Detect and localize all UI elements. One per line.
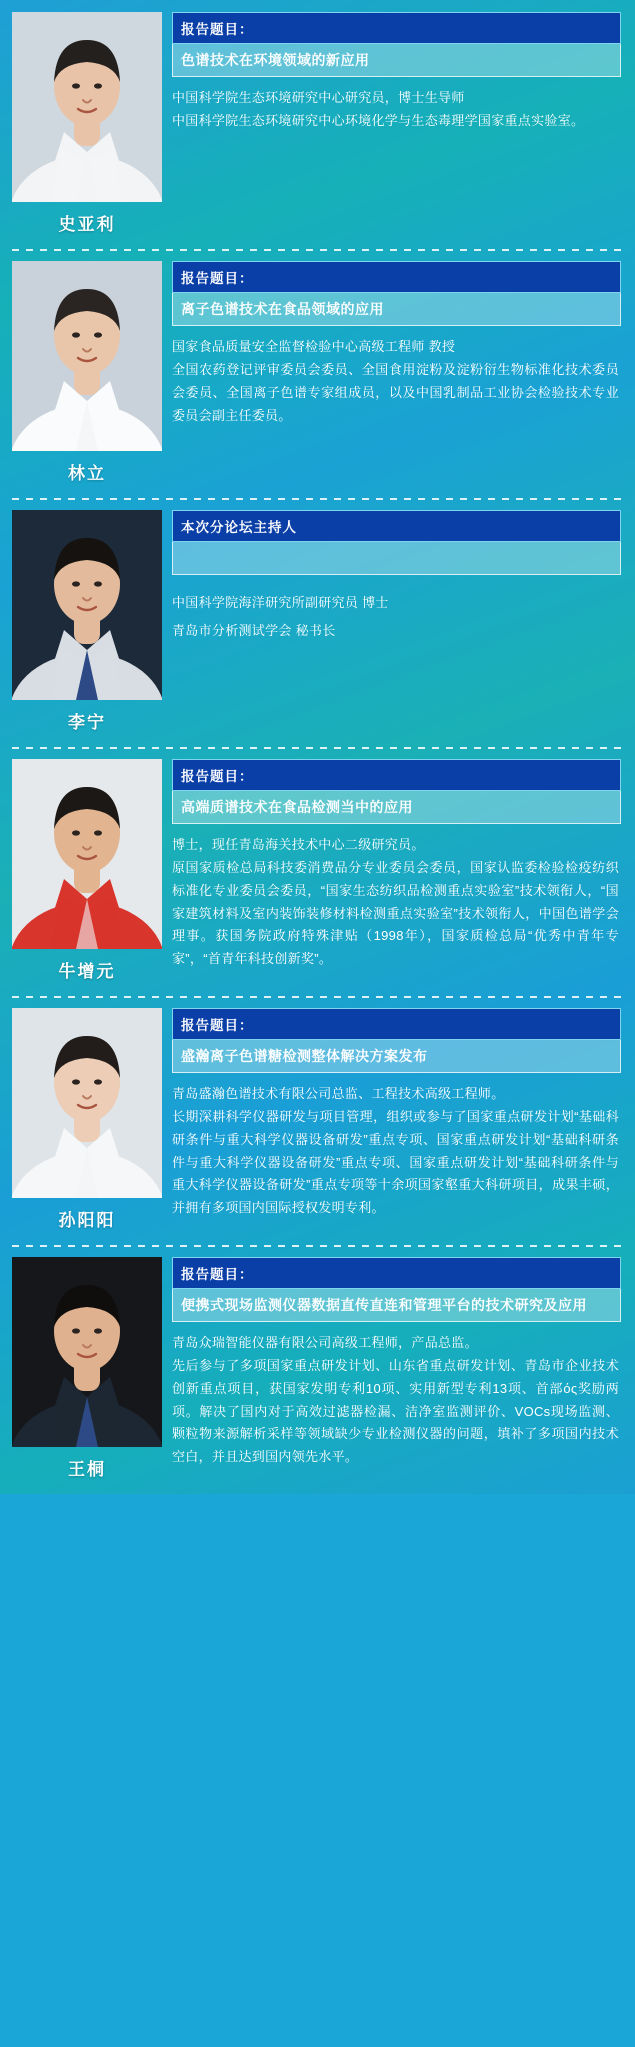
speaker-photo [12, 1008, 162, 1198]
bio-paragraph: 全国农药登记评审委员会委员、全国食用淀粉及淀粉衍生物标准化技术委员会委员、全国离子色谱专家组成员，以及中国乳制品工业协会检验技术专业委员会副主任委员。 [172, 362, 619, 423]
bio-paragraph: 青岛市分析测试学会 秘书长 [172, 622, 336, 638]
speaker-info [172, 759, 621, 971]
speaker-info [172, 12, 621, 133]
bio-paragraph: 中国科学院生态环境研究中心环境化学与生态毒理学国家重点实验室。 [172, 113, 585, 129]
talk-label: 本次分论坛主持人 [172, 510, 621, 542]
talk-title: 便携式现场监测仪器数据直传直连和管理平台的技术研究及应用 [172, 1289, 621, 1322]
bio-paragraph: 国家食品质量安全监督检验中心高级工程师 教授 [172, 339, 456, 355]
speaker-info [172, 1008, 621, 1220]
speaker-info [172, 1257, 621, 1469]
talk-label: 报告题目： [172, 759, 621, 791]
talk-label: 报告题目： [172, 12, 621, 44]
bio-paragraph: 原国家质检总局科技委消费品分专业委员会委员，国家认监委检验检疫纺织标准化专业委员会委员，“国家生态纺织品检测重点实验室”技术领衔人，“国家建筑材料及室内装饰装修材料检测重点实验室”技术领衔人，中国色谱学会理事。获国务院政府特殊津贴（1998年），国家质检总局“优秀中青年专家”，“首青年科技创新奖”。 [172, 860, 619, 967]
portrait-block [12, 759, 162, 982]
speaker-card [0, 0, 635, 249]
bio-paragraph: 青岛众瑞智能仪器有限公司高级工程师，产品总监。 [172, 1335, 478, 1351]
portrait-image [12, 759, 162, 949]
portrait-image [12, 12, 162, 202]
talk-title: 色谱技术在环境领域的新应用 [172, 44, 621, 77]
talk-title: 离子色谱技术在食品领域的应用 [172, 293, 621, 326]
speaker-bio [172, 1332, 621, 1469]
speaker-card [0, 747, 635, 996]
speaker-info [172, 510, 621, 644]
speaker-name: 孙阳阳 [58, 1211, 116, 1230]
talk-label: 报告题目： [172, 1257, 621, 1289]
bio-paragraph: 青岛盛瀚色谱技术有限公司总监、工程技术高级工程师。 [172, 1086, 505, 1102]
speaker-bio [172, 87, 621, 133]
speaker-photo [12, 1257, 162, 1447]
speaker-name: 林立 [68, 464, 106, 483]
portrait-image [12, 510, 162, 700]
bio-paragraph: 先后参与了多项国家重点研发计划、山东省重点研发计划、青岛市企业技术创新重点项目，获国家发明专利10项、实用新型专利13项、首部ός奖励两项。解决了国内对于高效过滤器检漏、洁净室监测评价、VOCs现场监测、颗粒物来源解析采样等领域缺少专业检测仪器的问题，填补了多项国内技术空白，并且达到国内领先水平。 [172, 1358, 619, 1465]
portrait-block [12, 261, 162, 484]
speaker-name: 史亚利 [58, 215, 116, 234]
portrait-block [12, 510, 162, 733]
bio-paragraph: 中国科学院生态环境研究中心研究员，博士生导师 [172, 90, 465, 106]
portrait-block [12, 12, 162, 235]
speaker-photo [12, 510, 162, 700]
portrait-block [12, 1257, 162, 1480]
speaker-card [0, 498, 635, 747]
portrait-block [12, 1008, 162, 1231]
speaker-name: 李宁 [68, 713, 106, 732]
speaker-photo [12, 759, 162, 949]
speaker-bio [172, 589, 621, 644]
bio-paragraph: 长期深耕科学仪器研发与项目管理，组织或参与了国家重点研发计划“基础科研条件与重大科学仪器设备研发”重点专项、国家重点研发计划“基础科研条件与重大科学仪器设备研发”重点专项、国家重点研发计划“基础科研条件与重大科学仪器设备研发”重点专项等十余项国家壑重大科研项目，成果丰硕，并拥有多项国内国际授权发明专利。 [172, 1109, 619, 1216]
speaker-bio [172, 336, 621, 427]
speaker-info [172, 261, 621, 427]
talk-title: 盛瀚离子色谱糖检测整体解决方案发布 [172, 1040, 621, 1073]
speaker-photo [12, 261, 162, 451]
talk-label: 报告题目： [172, 261, 621, 293]
portrait-image [12, 1008, 162, 1198]
speaker-name: 牛增元 [58, 962, 116, 981]
speaker-name: 王桐 [68, 1460, 106, 1479]
speaker-photo [12, 12, 162, 202]
portrait-image [12, 261, 162, 451]
speaker-bio [172, 1083, 621, 1220]
talk-label: 报告题目： [172, 1008, 621, 1040]
talk-title [172, 542, 621, 575]
bio-paragraph: 中国科学院海洋研究所副研究员 博士 [172, 595, 389, 611]
speaker-card [0, 996, 635, 1245]
speaker-bio [172, 834, 621, 971]
talk-title: 高端质谱技术在食品检测当中的应用 [172, 791, 621, 824]
portrait-image [12, 1257, 162, 1447]
speaker-card [0, 1245, 635, 1494]
speaker-card [0, 249, 635, 498]
bio-paragraph: 博士，现任青岛海关技术中心二级研究员。 [172, 837, 425, 853]
